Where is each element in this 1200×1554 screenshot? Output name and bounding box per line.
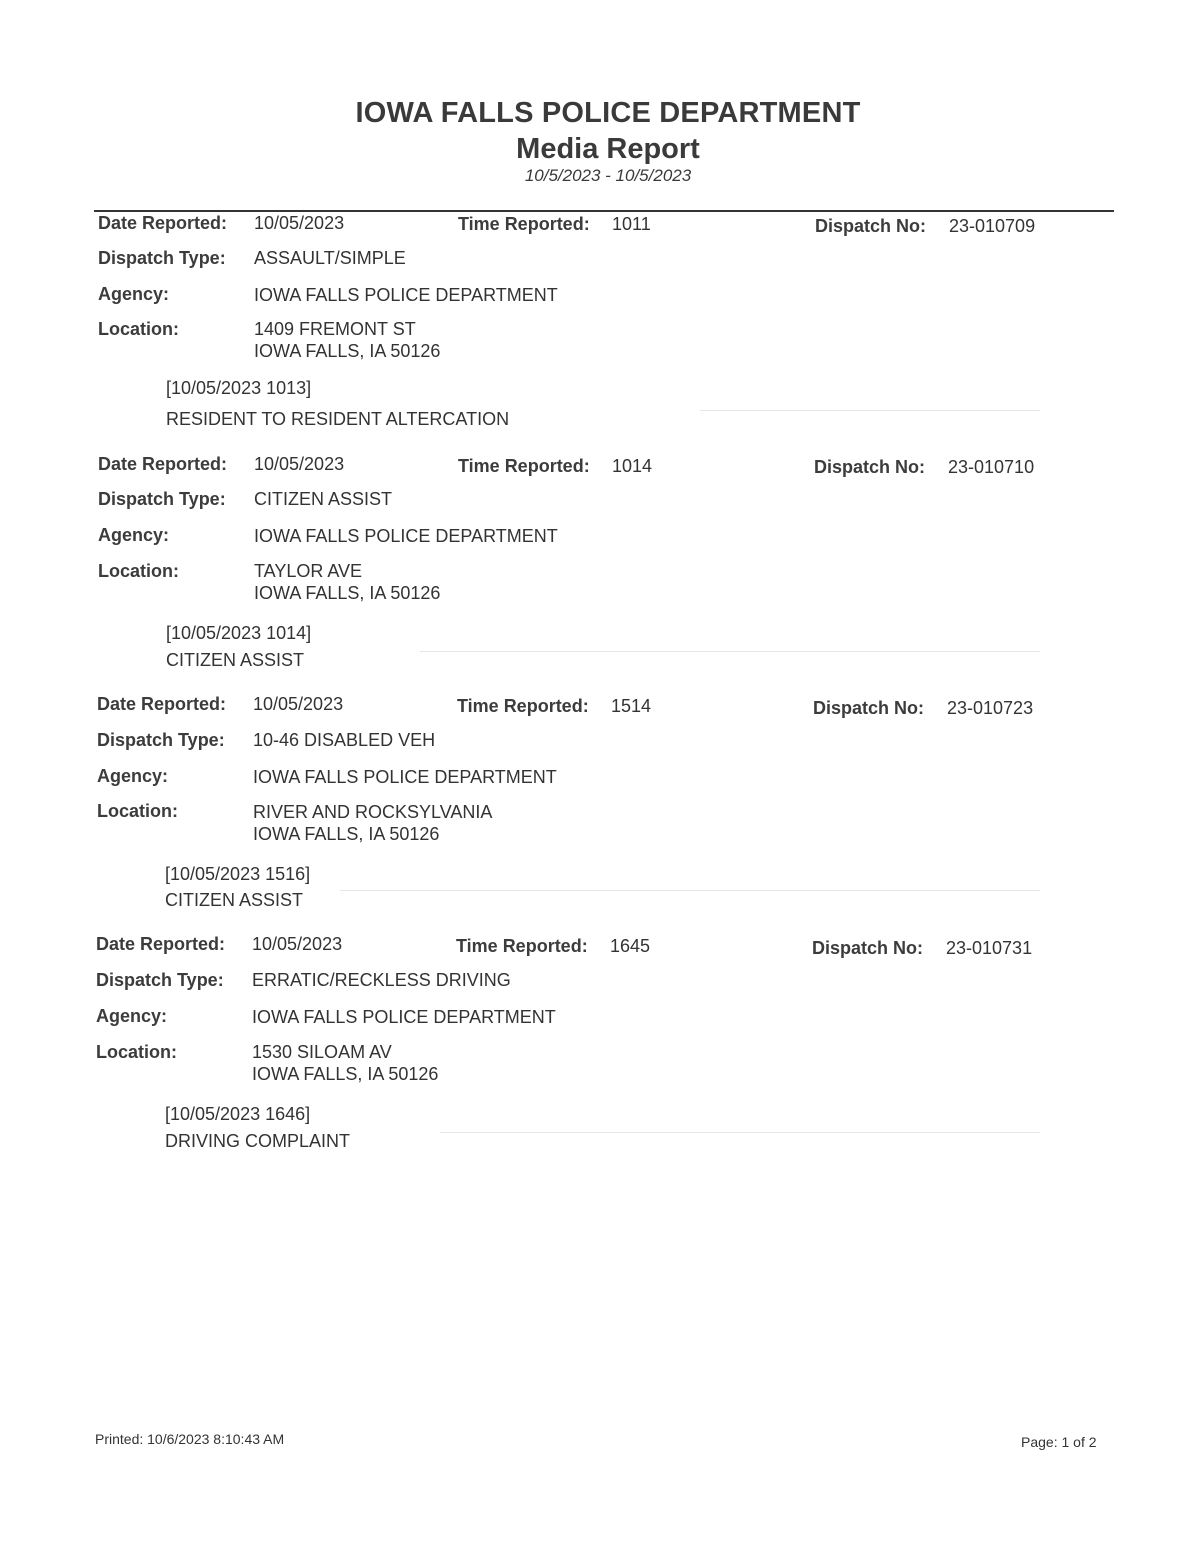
agency-value: IOWA FALLS POLICE DEPARTMENT [252, 1007, 556, 1027]
dispatch-no-value: 23-010723 [947, 698, 1034, 718]
dispatch-type-label: Dispatch Type: [96, 970, 224, 990]
dispatch-type-value: ASSAULT/SIMPLE [254, 248, 406, 268]
note-text: CITIZEN ASSIST [165, 890, 304, 910]
time-reported-label: Time Reported: [457, 696, 589, 716]
date-reported-label: Date Reported: [98, 454, 228, 474]
location-line1: 1530 SILOAM AV [252, 1042, 392, 1062]
time-reported-value: 1645 [610, 936, 651, 956]
dispatch-type-value: ERRATIC/RECKLESS DRIVING [252, 970, 511, 990]
location-label: Location: [98, 561, 179, 581]
location-line1: 1409 FREMONT ST [254, 319, 416, 339]
department-name: IOWA FALLS POLICE DEPARTMENT [355, 97, 861, 129]
faint-divider [440, 1132, 1040, 1133]
dispatch-no-value: 23-010709 [949, 216, 1036, 236]
dispatch-no-label: Dispatch No: [812, 938, 924, 958]
time-reported-label: Time Reported: [456, 936, 588, 956]
location-label: Location: [98, 319, 179, 339]
faint-divider [420, 651, 1040, 652]
note-text: RESIDENT TO RESIDENT ALTERCATION [166, 409, 510, 429]
agency-label: Agency: [97, 766, 169, 786]
time-reported-label: Time Reported: [458, 456, 590, 476]
dispatch-type-label: Dispatch Type: [97, 730, 225, 750]
date-reported-label: Date Reported: [97, 694, 227, 714]
note-timestamp: [10/05/2023 1516] [165, 864, 311, 884]
dispatch-record [0, 932, 1200, 1172]
time-reported-value: 1011 [612, 214, 651, 234]
dispatch-record [0, 451, 1200, 691]
agency-label: Agency: [96, 1006, 168, 1026]
date-reported-label: Date Reported: [98, 213, 228, 233]
time-reported-label: Time Reported: [458, 214, 590, 234]
note-text: CITIZEN ASSIST [166, 650, 305, 670]
dispatch-no-label: Dispatch No: [813, 698, 925, 718]
dispatch-no-value: 23-010731 [946, 938, 1033, 958]
page-number: Page: 1 of 2 [1021, 1434, 1097, 1450]
report-date-range: 10/5/2023 - 10/5/2023 [524, 166, 692, 185]
time-reported-value: 1014 [612, 456, 653, 476]
location-line2: IOWA FALLS, IA 50126 [252, 1064, 439, 1084]
agency-label: Agency: [98, 284, 170, 304]
location-label: Location: [97, 801, 178, 821]
time-reported-value: 1514 [611, 696, 652, 716]
faint-divider [700, 410, 1040, 411]
note-timestamp: [10/05/2023 1014] [166, 623, 312, 643]
dispatch-type-label: Dispatch Type: [98, 489, 226, 509]
location-line2: IOWA FALLS, IA 50126 [253, 824, 440, 844]
date-reported-value: 10/05/2023 [252, 934, 343, 954]
note-timestamp: [10/05/2023 1013] [166, 378, 312, 398]
location-label: Location: [96, 1042, 177, 1062]
location-line2: IOWA FALLS, IA 50126 [254, 341, 441, 361]
location-line2: IOWA FALLS, IA 50126 [254, 583, 441, 603]
dispatch-type-label: Dispatch Type: [98, 248, 226, 268]
agency-value: IOWA FALLS POLICE DEPARTMENT [254, 526, 558, 546]
faint-divider [340, 890, 1040, 891]
dispatch-no-label: Dispatch No: [815, 216, 927, 236]
report-title: Media Report [516, 133, 700, 165]
dispatch-type-value: 10-46 DISABLED VEH [253, 730, 436, 750]
dispatch-record [0, 692, 1200, 932]
date-reported-label: Date Reported: [96, 934, 226, 954]
agency-label: Agency: [98, 525, 170, 545]
dispatch-type-value: CITIZEN ASSIST [254, 489, 393, 509]
agency-value: IOWA FALLS POLICE DEPARTMENT [254, 285, 558, 305]
dispatch-no-value: 23-010710 [948, 457, 1035, 477]
note-text: DRIVING COMPLAINT [165, 1131, 351, 1151]
date-reported-value: 10/05/2023 [254, 454, 345, 474]
date-reported-value: 10/05/2023 [254, 213, 345, 233]
note-timestamp: [10/05/2023 1646] [165, 1104, 311, 1124]
report-header [0, 96, 1200, 186]
dispatch-record [0, 210, 1200, 450]
printed-timestamp: Printed: 10/6/2023 8:10:43 AM [95, 1431, 285, 1447]
dispatch-no-label: Dispatch No: [814, 457, 926, 477]
agency-value: IOWA FALLS POLICE DEPARTMENT [253, 767, 557, 787]
date-reported-value: 10/05/2023 [253, 694, 344, 714]
location-line1: RIVER AND ROCKSYLVANIA [253, 802, 493, 822]
location-line1: TAYLOR AVE [254, 561, 363, 581]
